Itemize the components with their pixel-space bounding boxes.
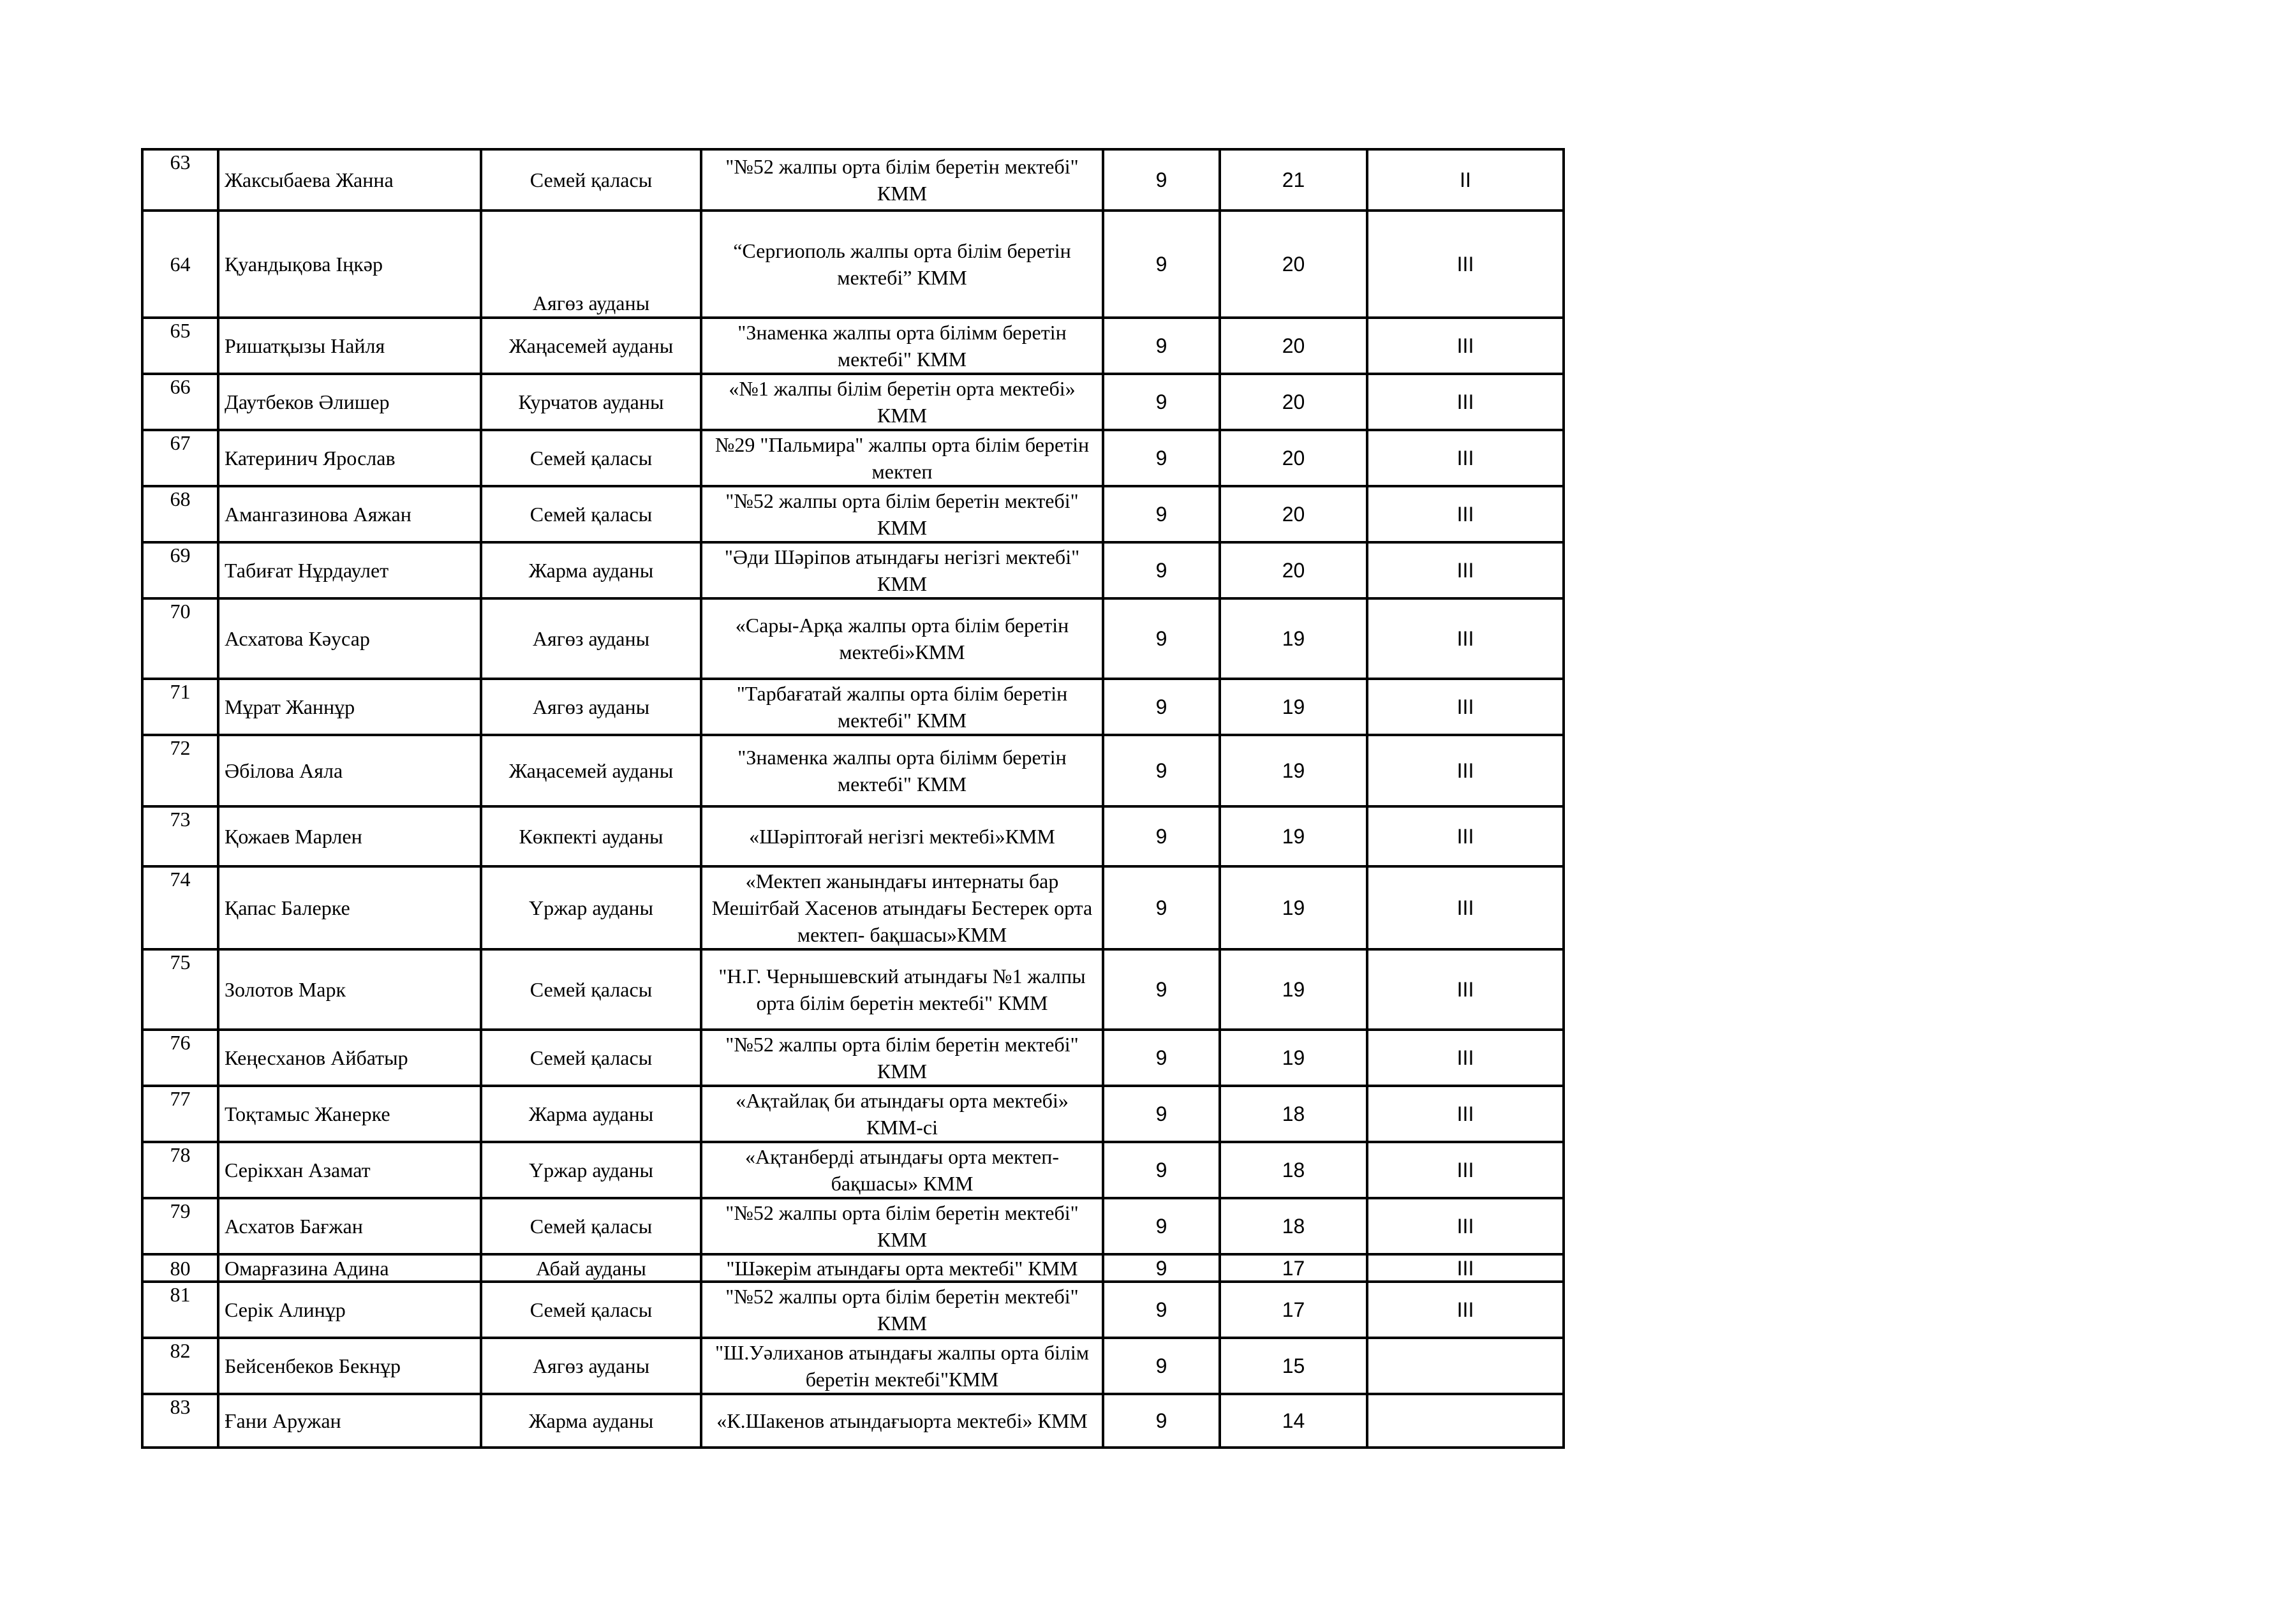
table-row xyxy=(142,430,1564,486)
school: "Н.Г. Чернышевский атындағы №1 жалпы орта білім беретін мектебі" КММ xyxy=(701,949,1103,1030)
grade: 9 xyxy=(1103,1254,1220,1282)
score: 20 xyxy=(1220,486,1367,542)
results-table xyxy=(141,148,1565,1449)
school: "Знаменка жалпы орта білімм беретін мектебі" КММ xyxy=(701,735,1103,806)
district: Жаңасемей ауданы xyxy=(481,735,701,806)
district: Жарма ауданы xyxy=(481,542,701,598)
school: “Сергиополь жалпы орта білім беретін мектебі” КММ xyxy=(701,211,1103,318)
place: III xyxy=(1367,542,1564,598)
score: 18 xyxy=(1220,1198,1367,1254)
place: III xyxy=(1367,318,1564,374)
score: 15 xyxy=(1220,1338,1367,1394)
table-row xyxy=(142,1282,1564,1338)
row-number: 70 xyxy=(142,598,218,679)
district: Үржар ауданы xyxy=(481,866,701,949)
district: Семей қаласы xyxy=(481,1198,701,1254)
table-row xyxy=(142,149,1564,211)
school: "Тарбағатай жалпы орта білім беретін мектебі" КММ xyxy=(701,679,1103,735)
school: "Ш.Уәлиханов атындағы жалпы орта білім беретін мектебі"КММ xyxy=(701,1338,1103,1394)
row-number: 64 xyxy=(142,211,218,318)
row-number: 63 xyxy=(142,149,218,211)
place: III xyxy=(1367,866,1564,949)
row-number: 71 xyxy=(142,679,218,735)
place xyxy=(1367,1394,1564,1448)
table-row xyxy=(142,949,1564,1030)
participant-name: Әбілова Аяла xyxy=(218,735,481,806)
score: 19 xyxy=(1220,1030,1367,1086)
participant-name: Асхатова Кәусар xyxy=(218,598,481,679)
participant-name: Серікхан Азамат xyxy=(218,1142,481,1198)
school: "№52 жалпы орта білім беретін мектебі" КММ xyxy=(701,149,1103,211)
district: Абай ауданы xyxy=(481,1254,701,1282)
participant-name: Жаксыбаева Жанна xyxy=(218,149,481,211)
school: "№52 жалпы орта білім беретін мектебі" КММ xyxy=(701,1030,1103,1086)
row-number: 69 xyxy=(142,542,218,598)
grade: 9 xyxy=(1103,866,1220,949)
score: 18 xyxy=(1220,1086,1367,1142)
score: 19 xyxy=(1220,806,1367,866)
score: 20 xyxy=(1220,542,1367,598)
table-row xyxy=(142,806,1564,866)
grade: 9 xyxy=(1103,735,1220,806)
grade: 9 xyxy=(1103,486,1220,542)
district: Семей қаласы xyxy=(481,1030,701,1086)
school: "№52 жалпы орта білім беретін мектебі" КММ xyxy=(701,486,1103,542)
row-number: 83 xyxy=(142,1394,218,1448)
district: Семей қаласы xyxy=(481,430,701,486)
table-row xyxy=(142,1030,1564,1086)
table-row xyxy=(142,735,1564,806)
grade: 9 xyxy=(1103,542,1220,598)
row-number: 79 xyxy=(142,1198,218,1254)
place: III xyxy=(1367,1142,1564,1198)
grade: 9 xyxy=(1103,1338,1220,1394)
place: III xyxy=(1367,735,1564,806)
school: "№52 жалпы орта білім беретін мектебі" КММ xyxy=(701,1282,1103,1338)
results-table-body xyxy=(142,149,1564,1448)
school: «№1 жалпы білім беретін орта мектебі» КММ xyxy=(701,374,1103,430)
place: III xyxy=(1367,1254,1564,1282)
participant-name: Омарғазина Адина xyxy=(218,1254,481,1282)
row-number: 82 xyxy=(142,1338,218,1394)
district: Жарма ауданы xyxy=(481,1086,701,1142)
place: III xyxy=(1367,598,1564,679)
row-number: 81 xyxy=(142,1282,218,1338)
district: Жарма ауданы xyxy=(481,1394,701,1448)
score: 21 xyxy=(1220,149,1367,211)
district: Семей қаласы xyxy=(481,949,701,1030)
district: Үржар ауданы xyxy=(481,1142,701,1198)
district: Семей қаласы xyxy=(481,486,701,542)
district: Жаңасемей ауданы xyxy=(481,318,701,374)
row-number: 67 xyxy=(142,430,218,486)
place: III xyxy=(1367,1030,1564,1086)
participant-name: Мұрат Жаннұр xyxy=(218,679,481,735)
participant-name: Қуандықова Іңкәр xyxy=(218,211,481,318)
place: III xyxy=(1367,486,1564,542)
row-number: 68 xyxy=(142,486,218,542)
score: 18 xyxy=(1220,1142,1367,1198)
grade: 9 xyxy=(1103,1086,1220,1142)
grade: 9 xyxy=(1103,374,1220,430)
participant-name: Асхатов Бағжан xyxy=(218,1198,481,1254)
participant-name: Қожаев Марлен xyxy=(218,806,481,866)
table-row xyxy=(142,866,1564,949)
participant-name: Серік Алинұр xyxy=(218,1282,481,1338)
row-number: 65 xyxy=(142,318,218,374)
grade: 9 xyxy=(1103,1394,1220,1448)
place xyxy=(1367,1338,1564,1394)
row-number: 72 xyxy=(142,735,218,806)
place: III xyxy=(1367,1282,1564,1338)
table-row xyxy=(142,374,1564,430)
school: «К.Шакенов атындағыорта мектебі» КММ xyxy=(701,1394,1103,1448)
place: III xyxy=(1367,430,1564,486)
school: «Мектеп жанындағы интернаты бар Мешітбай Хасенов атындағы Бестерек орта мектеп- бақшасы»КММ xyxy=(701,866,1103,949)
score: 17 xyxy=(1220,1282,1367,1338)
participant-name: Даутбеков Әлишер xyxy=(218,374,481,430)
participant-name: Тоқтамыс Жанерке xyxy=(218,1086,481,1142)
participant-name: Катеринич Ярослав xyxy=(218,430,481,486)
row-number: 66 xyxy=(142,374,218,430)
score: 20 xyxy=(1220,374,1367,430)
participant-name: Бейсенбеков Бекнұр xyxy=(218,1338,481,1394)
school: «Сары-Арқа жалпы орта білім беретін мектебі»КММ xyxy=(701,598,1103,679)
grade: 9 xyxy=(1103,211,1220,318)
participant-name: Кеңесханов Айбатыр xyxy=(218,1030,481,1086)
score: 19 xyxy=(1220,679,1367,735)
score: 14 xyxy=(1220,1394,1367,1448)
table-row xyxy=(142,598,1564,679)
score: 20 xyxy=(1220,211,1367,318)
district: Семей қаласы xyxy=(481,1282,701,1338)
row-number: 80 xyxy=(142,1254,218,1282)
table-row xyxy=(142,542,1564,598)
district: Көкпекті ауданы xyxy=(481,806,701,866)
school: «Шәріптоғай негізгі мектебі»КММ xyxy=(701,806,1103,866)
place: III xyxy=(1367,949,1564,1030)
table-row xyxy=(142,211,1564,318)
table-row xyxy=(142,1338,1564,1394)
grade: 9 xyxy=(1103,1142,1220,1198)
grade: 9 xyxy=(1103,598,1220,679)
school: "Шәкерім атындағы орта мектебі" КММ xyxy=(701,1254,1103,1282)
participant-name: Қапас Балерке xyxy=(218,866,481,949)
place: III xyxy=(1367,1086,1564,1142)
score: 19 xyxy=(1220,949,1367,1030)
table-row xyxy=(142,1394,1564,1448)
score: 19 xyxy=(1220,598,1367,679)
place: III xyxy=(1367,1198,1564,1254)
row-number: 73 xyxy=(142,806,218,866)
score: 19 xyxy=(1220,735,1367,806)
score: 20 xyxy=(1220,430,1367,486)
grade: 9 xyxy=(1103,318,1220,374)
district: Семей қаласы xyxy=(481,149,701,211)
row-number: 76 xyxy=(142,1030,218,1086)
participant-name: Ғани Аружан xyxy=(218,1394,481,1448)
district: Аягөз ауданы xyxy=(481,679,701,735)
table-row xyxy=(142,1086,1564,1142)
table-row xyxy=(142,679,1564,735)
district: Аягөз ауданы xyxy=(481,211,701,318)
table-row xyxy=(142,486,1564,542)
grade: 9 xyxy=(1103,679,1220,735)
table-row xyxy=(142,1198,1564,1254)
district: Аягөз ауданы xyxy=(481,1338,701,1394)
place: II xyxy=(1367,149,1564,211)
school: "№52 жалпы орта білім беретін мектебі" КММ xyxy=(701,1198,1103,1254)
participant-name: Амангазинова Аяжан xyxy=(218,486,481,542)
score: 20 xyxy=(1220,318,1367,374)
grade: 9 xyxy=(1103,1282,1220,1338)
table-row xyxy=(142,1142,1564,1198)
score: 19 xyxy=(1220,866,1367,949)
place: III xyxy=(1367,806,1564,866)
row-number: 75 xyxy=(142,949,218,1030)
row-number: 74 xyxy=(142,866,218,949)
participant-name: Табиғат Нұрдаулет xyxy=(218,542,481,598)
school: №29 "Пальмира" жалпы орта білім беретін мектеп xyxy=(701,430,1103,486)
grade: 9 xyxy=(1103,949,1220,1030)
place: III xyxy=(1367,211,1564,318)
district: Курчатов ауданы xyxy=(481,374,701,430)
district: Аягөз ауданы xyxy=(481,598,701,679)
score: 17 xyxy=(1220,1254,1367,1282)
participant-name: Ришатқызы Найля xyxy=(218,318,481,374)
school: «Ақтайлақ би атындағы орта мектебі» КММ-сі xyxy=(701,1086,1103,1142)
school: "Әди Шәріпов атындағы негізгі мектебі" КММ xyxy=(701,542,1103,598)
school: "Знаменка жалпы орта білімм беретін мектебі" КММ xyxy=(701,318,1103,374)
grade: 9 xyxy=(1103,149,1220,211)
grade: 9 xyxy=(1103,430,1220,486)
place: III xyxy=(1367,679,1564,735)
grade: 9 xyxy=(1103,806,1220,866)
row-number: 78 xyxy=(142,1142,218,1198)
grade: 9 xyxy=(1103,1030,1220,1086)
table-row xyxy=(142,318,1564,374)
place: III xyxy=(1367,374,1564,430)
school: «Ақтанберді атындағы орта мектеп-бақшасы» КММ xyxy=(701,1142,1103,1198)
row-number: 77 xyxy=(142,1086,218,1142)
participant-name: Золотов Марк xyxy=(218,949,481,1030)
grade: 9 xyxy=(1103,1198,1220,1254)
table-row xyxy=(142,1254,1564,1282)
